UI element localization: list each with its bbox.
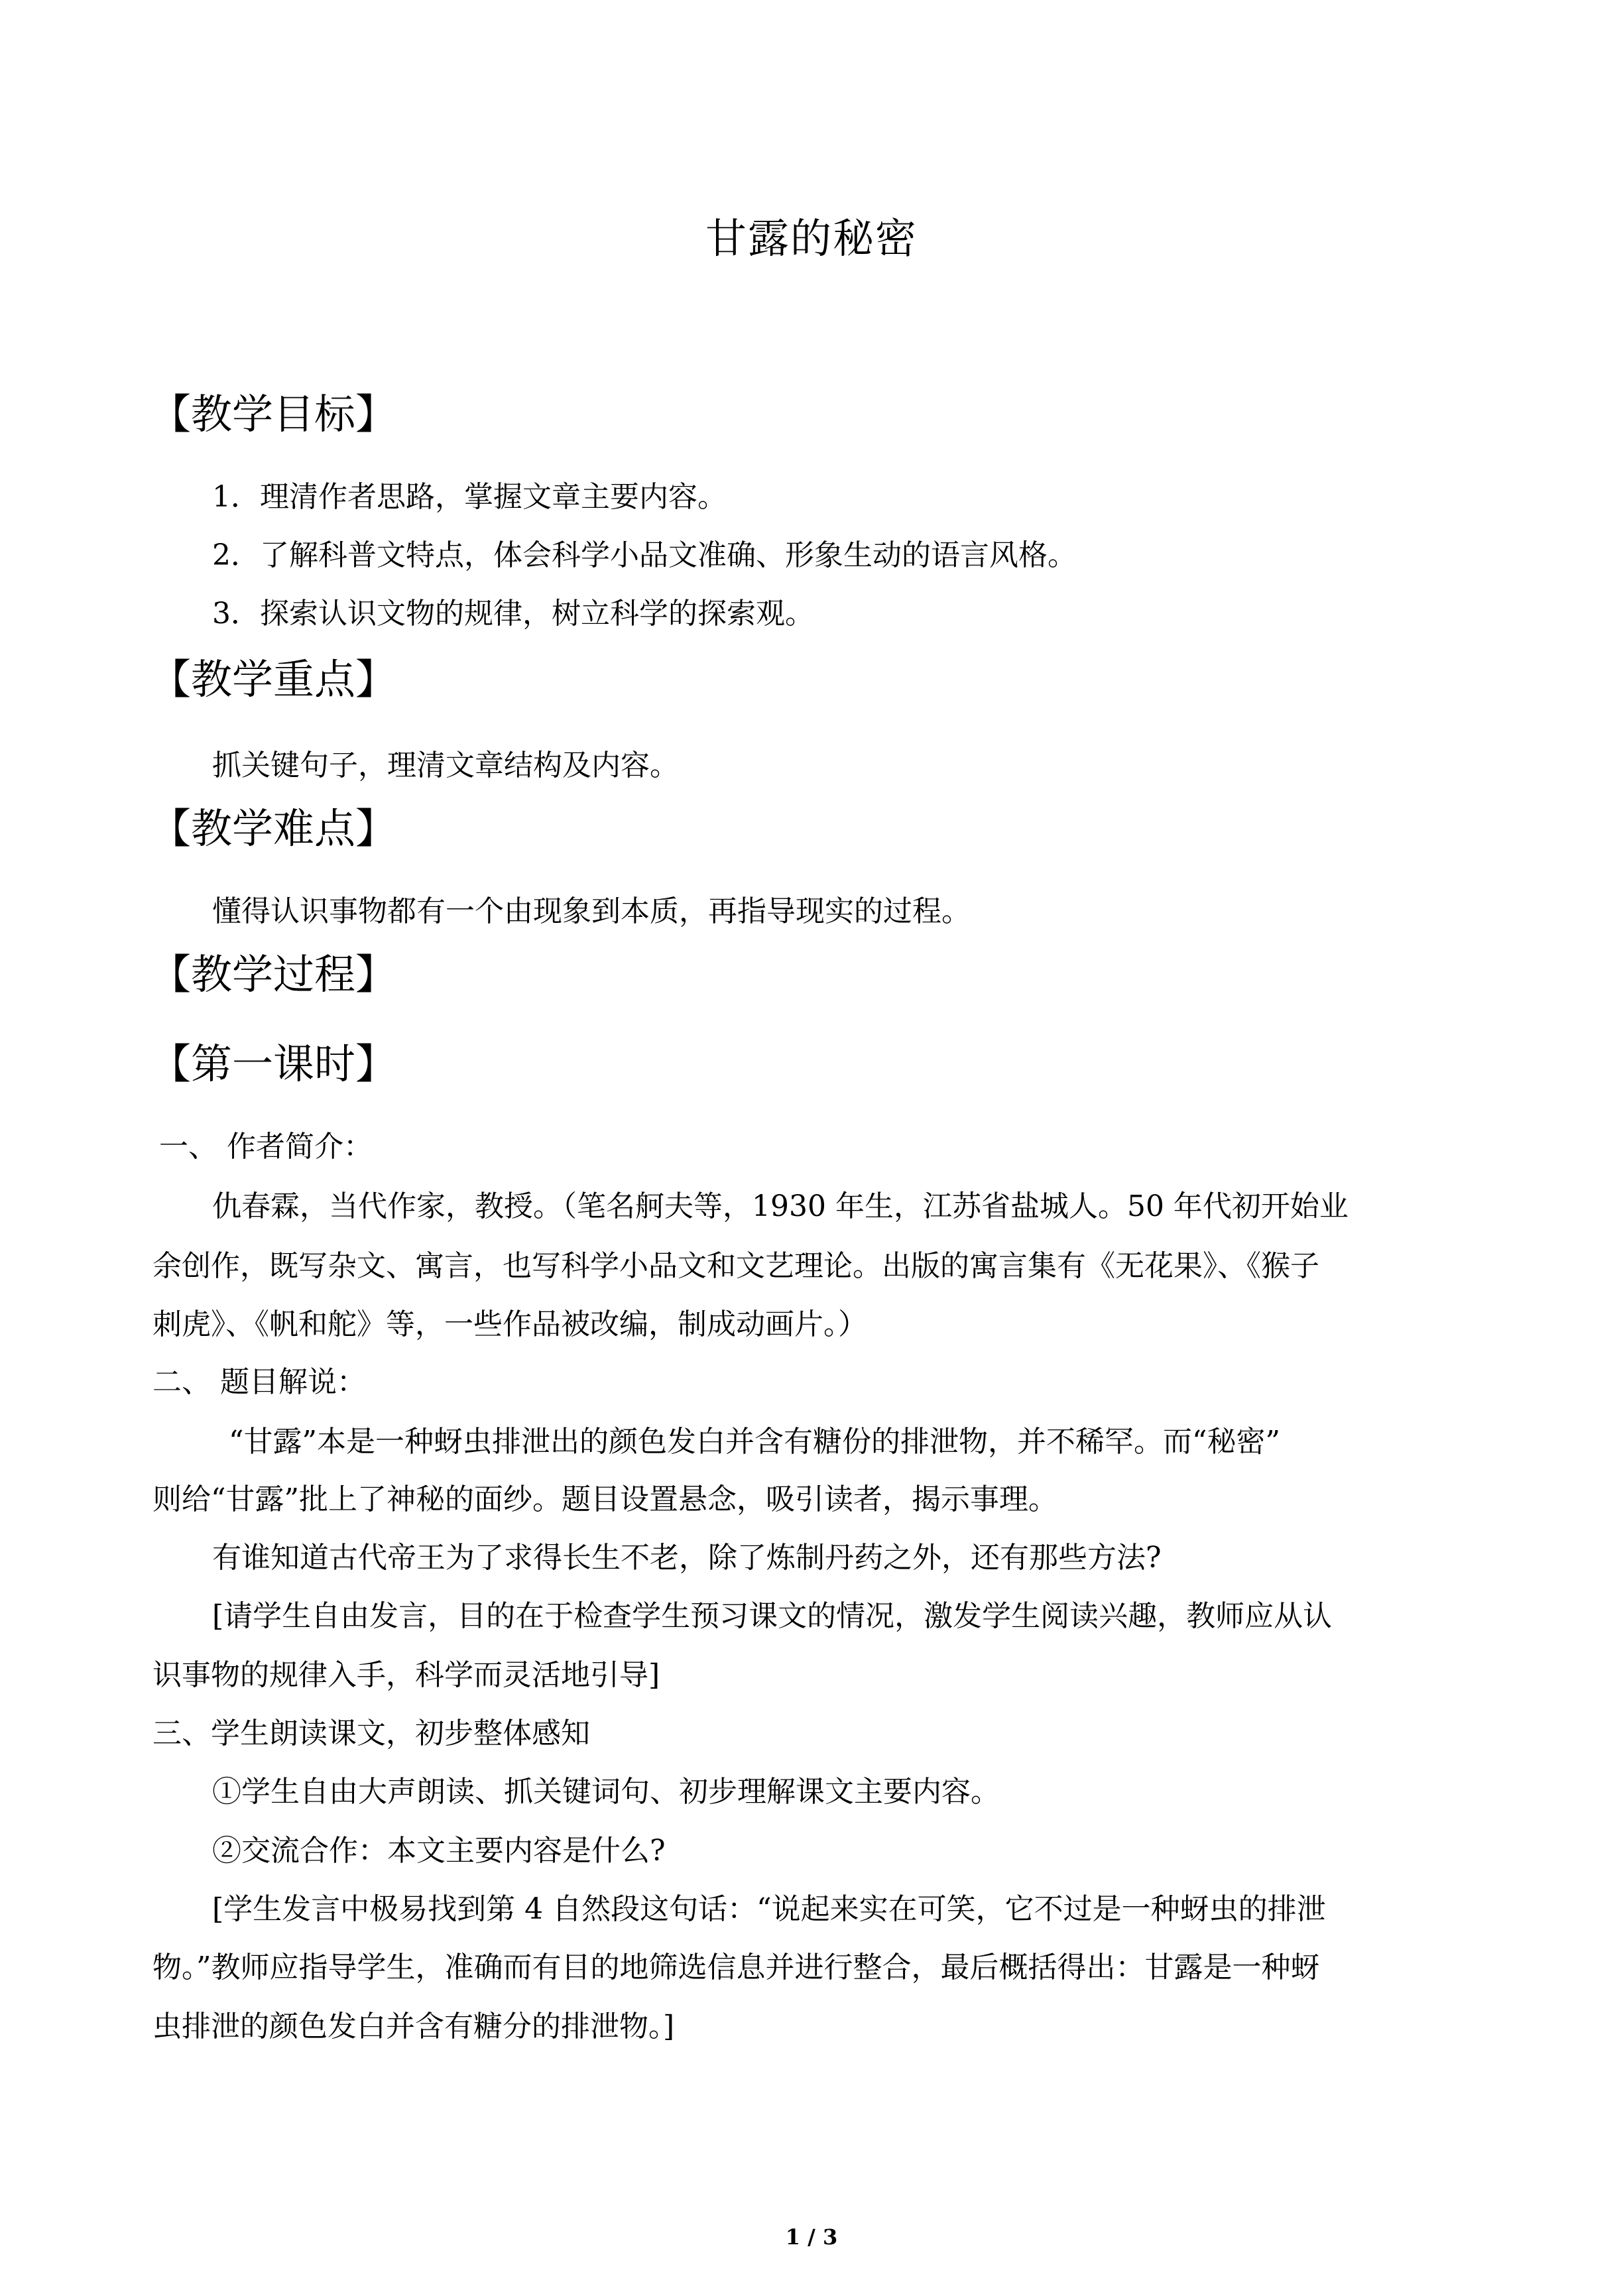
- part1-heading: 一、 作者简介：: [159, 1130, 373, 1164]
- part1-line-3: 刺虎》、《帆和舵》等，一些作品被改编，制成动画片。）: [152, 1307, 867, 1341]
- part1-line-2: 余创作，既写杂文、寓言，也写科学小品文和文艺理论。出版的寓言集有《无花果》、《猴子: [152, 1249, 1319, 1283]
- goal-item-1: 1．理清作者思路，掌握文章主要内容。: [212, 480, 727, 514]
- part2-line-5: 识事物的规律入手，科学而灵活地引导]: [152, 1658, 660, 1692]
- part2-line-3: 有谁知道古代帝王为了求得长生不老，除了炼制丹药之外，还有那些方法?: [212, 1541, 1162, 1575]
- part3-line-1: ①学生自由大声朗读、抓关键词句、初步理解课文主要内容。: [212, 1775, 1000, 1809]
- part3-heading: 三、学生朗读课文，初步整体感知: [152, 1717, 590, 1750]
- part2-heading: 二、 题目解说：: [152, 1365, 366, 1399]
- part2-line-2: 则给“甘露”批上了神秘的面纱。题目设置悬念，吸引读者，揭示事理。: [152, 1482, 1057, 1516]
- page-number: 1 / 3: [785, 2224, 838, 2250]
- teaching-difficulty-text: 懂得认识事物都有一个由现象到本质，再指导现实的过程。: [212, 894, 971, 928]
- part3-line-2: ②交流合作：本文主要内容是什么?: [212, 1834, 666, 1868]
- document-title: 甘露的秘密: [705, 214, 918, 263]
- goal-item-2: 2．了解科普文特点，体会科学小品文准确、形象生动的语言风格。: [212, 538, 1077, 572]
- heading-first-lesson: 【第一课时】: [150, 1040, 397, 1088]
- part3-line-4: 物。”教师应指导学生，准确而有目的地筛选信息并进行整合，最后概括得出：甘露是一种蚜: [152, 1951, 1320, 1984]
- part1-line-1: 仇春霖，当代作家，教授。（笔名舸夫等，1930 年生，江苏省盐城人。50 年代初开始业: [212, 1189, 1349, 1223]
- heading-teaching-focus: 【教学重点】: [150, 655, 397, 703]
- part2-line-1: “甘露”本是一种蚜虫排泄出的颜色发白并含有糖份的排泄物，并不稀罕。而“秘密”: [229, 1425, 1280, 1459]
- heading-teaching-goals: 【教学目标】: [150, 390, 397, 438]
- teaching-focus-text: 抓关键句子，理清文章结构及内容。: [212, 749, 679, 782]
- part3-line-3: [学生发言中极易找到第 4 自然段这句话：“说起来实在可笑，它不过是一种蚜虫的排泄: [212, 1892, 1326, 1926]
- part2-line-4: [请学生自由发言，目的在于检查学生预习课文的情况，激发学生阅读兴趣，教师应从认: [212, 1599, 1333, 1633]
- goal-item-3: 3．探索认识文物的规律，树立科学的探索观。: [212, 597, 814, 631]
- heading-teaching-process: 【教学过程】: [150, 950, 397, 998]
- part3-line-5: 虫排泄的颜色发白并含有糖分的排泄物。]: [152, 2010, 675, 2043]
- heading-teaching-difficulty: 【教学难点】: [150, 804, 397, 853]
